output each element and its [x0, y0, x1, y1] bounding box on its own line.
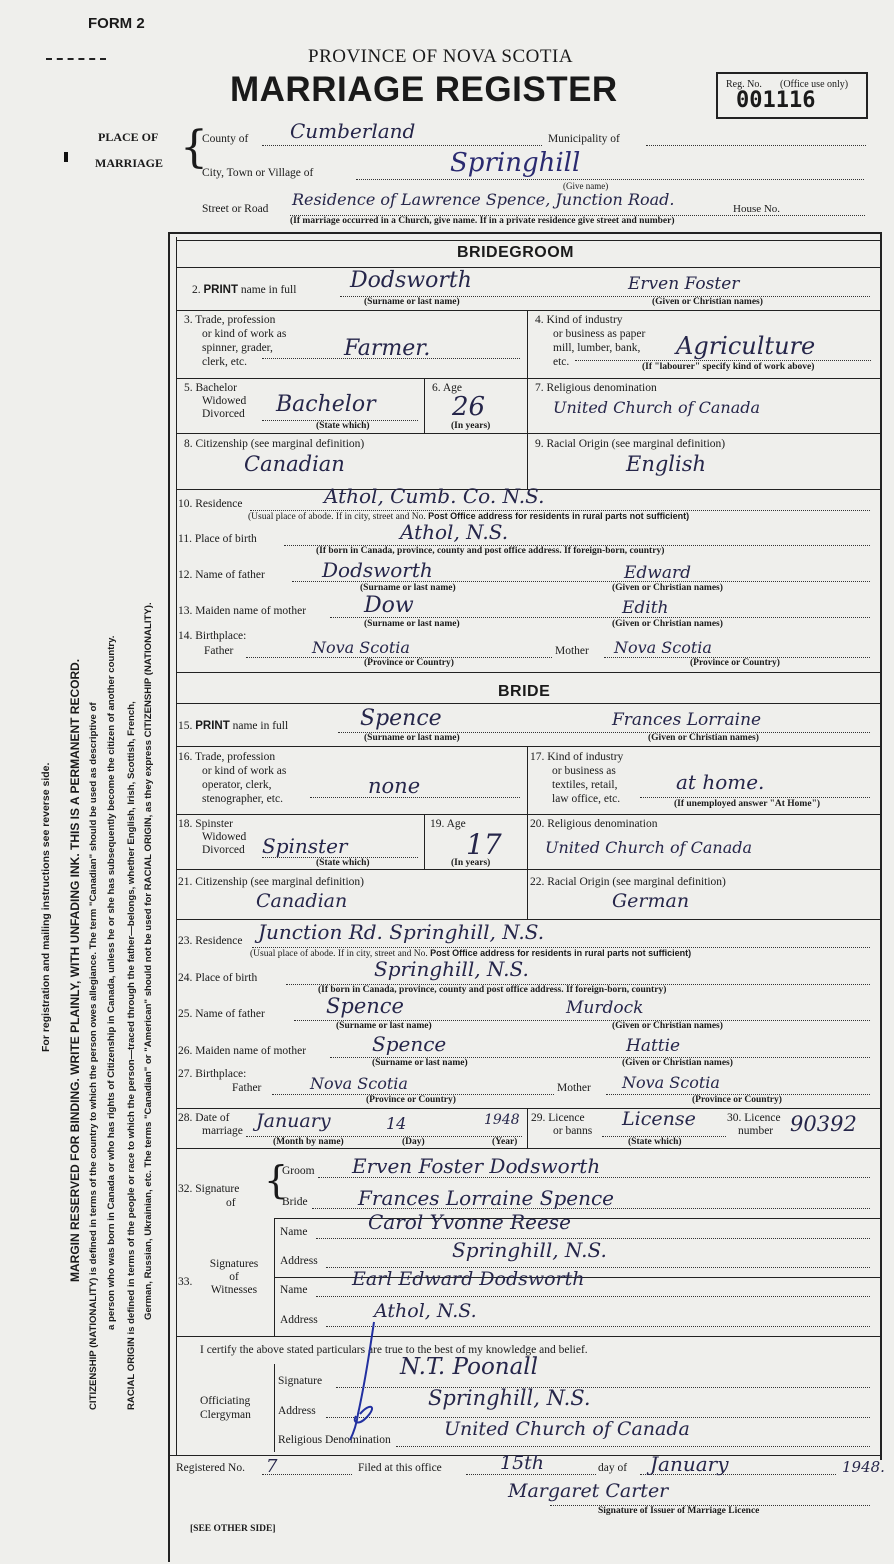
- groom-residence-note: (Usual place of abode. If in city, street and No. Post Office address for residents in rural parts not sufficient): [248, 511, 690, 522]
- reg-no-label: Reg. No.: [726, 79, 762, 90]
- pen-stroke-mark: [330, 1318, 390, 1448]
- bride-birthplace-note: (If born in Canada, province, county and post office address. If foreign-born, country): [318, 985, 667, 995]
- q26-label: 26. Maiden name of mother: [178, 1045, 307, 1057]
- marriage-label: MARRIAGE: [95, 156, 163, 170]
- q32-brace: {: [264, 1158, 289, 1202]
- bride-religion: United Church of Canada: [545, 838, 753, 857]
- bride-father-province-note: (Province or Country): [366, 1095, 456, 1105]
- bride-residence: Junction Rd. Springhill, N.S.: [258, 920, 545, 944]
- bride-heading: BRIDE: [498, 683, 551, 700]
- street-note: (If marriage occurred in a Church, give name. If in a private residence give street and number): [290, 216, 675, 226]
- bride-years-note: (In years): [451, 858, 491, 868]
- bride-status: Spinster: [262, 834, 348, 858]
- filed-day: 15th: [500, 1452, 545, 1474]
- groom-mother-given: Edith: [622, 598, 669, 618]
- groom-birthplace: Athol, N.S.: [400, 520, 509, 544]
- clergy-label: Officiating Clergyman: [200, 1395, 251, 1421]
- sidebar-racial-def-2: German, Russian, Ukrainian, etc. The terms "Canadian" or "American" should not be used for RACIAL ORIGIN, as they express CITIZENSHIP (NATIONALITY).: [143, 602, 154, 1320]
- witness2-address: Athol, N.S.: [374, 1300, 477, 1322]
- registered-no-label: Registered No.: [176, 1462, 245, 1474]
- groom-state-note: (State which): [316, 421, 370, 431]
- groom-status: Bachelor: [276, 392, 376, 417]
- q6-label: 6. Age: [432, 382, 463, 394]
- q24-label: 24. Place of birth: [178, 972, 258, 984]
- certification-text: I certify the above stated particulars are true to the best of my knowledge and belief.: [200, 1344, 588, 1356]
- province-heading: PROVINCE OF NOVA SCOTIA: [308, 46, 574, 67]
- groom-father-given: Edward: [624, 563, 691, 583]
- witness2-name-label: Name: [280, 1284, 308, 1296]
- q4-label: 4. Kind of industry or business as paper mill, lumber, bank, etc.: [535, 314, 646, 368]
- q5-label: 5. Bachelor Widowed Divorced: [184, 382, 247, 420]
- bride-father-birthplace: Nova Scotia: [310, 1074, 408, 1093]
- groom-trade: Farmer.: [344, 336, 431, 361]
- witness1-name-label: Name: [280, 1226, 308, 1238]
- groom-father-surname-note: (Surname or last name): [360, 583, 456, 593]
- q18-label: 18. Spinster Widowed Divorced: [178, 818, 247, 856]
- q22-label: 22. Racial Origin (see marginal definition): [530, 876, 726, 888]
- sidebar-instructions: For registration and mailing instructions see reverse side.: [40, 762, 52, 1052]
- bride-industry-note: (If unemployed answer "At Home"): [674, 799, 821, 809]
- q3-label: 3. Trade, profession or kind of work as spinner, grader, clerk, etc.: [184, 314, 287, 368]
- reg-no-value: 001116: [736, 88, 816, 113]
- witness2-address-label: Address: [280, 1314, 318, 1326]
- reg-no-box: [716, 72, 868, 119]
- q15-label: 15. PRINT name in full: [178, 720, 289, 732]
- witness1-address: Springhill, N.S.: [452, 1238, 607, 1262]
- clergy-denomination: United Church of Canada: [444, 1418, 690, 1440]
- q27-father-label: Father: [232, 1082, 262, 1094]
- bride-birthplace: Springhill, N.S.: [374, 957, 529, 981]
- q13-label: 13. Maiden name of mother: [178, 605, 307, 617]
- licence-state-note: (State which): [628, 1137, 682, 1147]
- bride-mother-province-note: (Province or Country): [692, 1095, 782, 1105]
- q11-label: 11. Place of birth: [178, 533, 257, 545]
- bride-state-note: (State which): [316, 858, 370, 868]
- filed-month: January: [650, 1452, 729, 1476]
- hole-punch-mark: [64, 152, 68, 162]
- groom-mother-surname: Dow: [364, 593, 414, 618]
- groom-residence: Athol, Cumb. Co. N.S.: [324, 484, 545, 508]
- q8-label: 8. Citizenship (see marginal definition): [184, 438, 365, 450]
- issuer-signature: Margaret Carter: [508, 1480, 669, 1502]
- clergy-signature: N.T. Poonall: [400, 1354, 539, 1380]
- q12-label: 12. Name of father: [178, 569, 265, 581]
- place-of-label: PLACE OF: [98, 130, 159, 144]
- q14-father-label: Father: [204, 645, 234, 657]
- groom-industry-note: (If "labourer" specify kind of work above): [642, 362, 815, 372]
- groom-signature: Erven Foster Dodsworth: [352, 1154, 601, 1178]
- licence-or-banns: License: [622, 1108, 696, 1130]
- groom-racial-origin: English: [626, 452, 707, 476]
- groom-father-given-note: (Given or Christian names): [612, 583, 723, 593]
- groom-sig-label: Groom: [282, 1165, 315, 1177]
- page-title: MARRIAGE REGISTER: [230, 70, 618, 109]
- groom-birthplace-note: (If born in Canada, province, county and post office address. If foreign-born, country): [316, 546, 665, 556]
- county-value: Cumberland: [290, 119, 416, 143]
- bride-residence-note: (Usual place of abode. If in city, street and No. Post Office address for residents in rural parts not sufficient): [250, 948, 692, 959]
- day-note: (Day): [402, 1137, 425, 1147]
- q27-label: 27. Birthplace:: [178, 1068, 247, 1080]
- groom-religion: United Church of Canada: [553, 398, 761, 417]
- bride-citizenship: Canadian: [256, 890, 348, 912]
- bride-racial-origin: German: [612, 890, 690, 912]
- q10-label: 10. Residence: [178, 498, 243, 510]
- marriage-day: 14: [386, 1114, 407, 1133]
- month-note: (Month by name): [273, 1137, 344, 1147]
- sidebar-racial-def-1: RACIAL ORIGIN is defined in terms of the people or race to which the person—traced through the father—belongs, whether English, Irish, Scottish, French,: [126, 701, 137, 1410]
- bride-trade: none: [368, 774, 421, 798]
- marriage-year: 1948: [484, 1112, 520, 1128]
- bride-surname-note: (Surname or last name): [364, 733, 460, 743]
- form-number: FORM 2: [88, 15, 145, 32]
- bride-mother-given: Hattie: [626, 1036, 681, 1056]
- year-note: (Year): [492, 1137, 518, 1147]
- sidebar-citizenship-def-2: a person who was born in Canada or who has rights of Citizenship in Canada, unless he or she has subsequently become the citizen of another country.: [106, 635, 117, 1330]
- groom-given-note: (Given or Christian names): [652, 297, 763, 307]
- see-other-side: [SEE OTHER SIDE]: [190, 1524, 276, 1534]
- q16-label: 16. Trade, profession or kind of work as operator, clerk, stenographer, etc.: [178, 751, 287, 805]
- bride-mother-given-note: (Given or Christian names): [622, 1058, 733, 1068]
- licence-number: 90392: [790, 1112, 857, 1136]
- q17-label: 17. Kind of industry or business as textiles, retail, law office, etc.: [530, 751, 624, 805]
- witness1-address-label: Address: [280, 1255, 318, 1267]
- groom-father-birthplace: Nova Scotia: [312, 638, 410, 657]
- q9-label: 9. Racial Origin (see marginal definition): [535, 438, 726, 450]
- q29-label: 29. Licence or banns: [531, 1112, 593, 1137]
- bride-father-given-note: (Given or Christian names): [612, 1021, 723, 1031]
- q2-label: 2. PRINT name in full: [192, 284, 297, 296]
- groom-citizenship: Canadian: [244, 452, 345, 476]
- office-use-label: (Office use only): [780, 79, 849, 90]
- county-label: County of: [202, 133, 249, 145]
- sidebar-binding-notice: MARGIN RESERVED FOR BINDING. WRITE PLAINLY, WITH UNFADING INK. THIS IS A PERMANENT RECORD.: [68, 658, 82, 1282]
- groom-surname-note: (Surname or last name): [364, 297, 460, 307]
- q33-label: Signatures of Witnesses: [209, 1258, 259, 1296]
- clergy-denomination-label: Religious Denomination: [278, 1434, 391, 1446]
- groom-mother-surname-note: (Surname or last name): [364, 619, 460, 629]
- witness2-name: Earl Edward Dodsworth: [352, 1268, 585, 1290]
- q19-label: 19. Age: [430, 818, 466, 830]
- bride-signature: Frances Lorraine Spence: [358, 1186, 614, 1210]
- municipality-label: Municipality of: [548, 133, 620, 145]
- street-label: Street or Road: [202, 203, 269, 215]
- q14-mother-label: Mother: [555, 645, 589, 657]
- q33-num: 33.: [178, 1276, 193, 1288]
- bride-father-given: Murdock: [566, 998, 644, 1018]
- bride-age: 17: [466, 828, 502, 861]
- registered-no: 7: [266, 1456, 278, 1477]
- give-name-note: (Give name): [563, 181, 609, 191]
- q27-mother-label: Mother: [557, 1082, 591, 1094]
- groom-mother-given-note: (Given or Christian names): [612, 619, 723, 629]
- witness1-name: Carol Yvonne Reese: [368, 1210, 571, 1234]
- sidebar-citizenship-def-1: CITIZENSHIP (NATIONALITY) is defined in terms of the country to which the person owes allegiance. The term "Canadian" should be used as descriptive of: [88, 702, 99, 1410]
- bride-given-names: Frances Lorraine: [612, 710, 762, 730]
- clergy-signature-label: Signature: [278, 1375, 323, 1387]
- groom-years-note: (In years): [451, 421, 491, 431]
- city-label: City, Town or Village of: [202, 167, 314, 179]
- q28-label: 28. Date of marriage: [178, 1112, 243, 1137]
- q32-label: 32. Signature of: [178, 1183, 240, 1209]
- groom-given-names: Erven Foster: [628, 274, 740, 294]
- filed-year: 1948.: [842, 1458, 885, 1476]
- filed-label: Filed at this office: [358, 1462, 442, 1474]
- groom-mother-province-note: (Province or Country): [690, 658, 780, 668]
- groom-age: 26: [452, 392, 486, 422]
- groom-father-surname: Dodsworth: [322, 558, 433, 582]
- binding-mark: [46, 58, 106, 60]
- q23-label: 23. Residence: [178, 935, 243, 947]
- groom-surname: Dodsworth: [350, 268, 472, 293]
- bride-given-note: (Given or Christian names): [648, 733, 759, 743]
- street-value: Residence of Lawrence Spence, Junction Road.: [292, 190, 675, 209]
- issuer-label: Signature of Issuer of Marriage Licence: [598, 1506, 760, 1516]
- bride-surname: Spence: [360, 706, 442, 731]
- q7-label: 7. Religious denomination: [535, 382, 657, 394]
- groom-father-province-note: (Province or Country): [364, 658, 454, 668]
- bride-mother-birthplace: Nova Scotia: [622, 1073, 720, 1092]
- q20-label: 20. Religious denomination: [530, 818, 658, 830]
- marriage-month: January: [256, 1110, 331, 1132]
- groom-mother-birthplace: Nova Scotia: [614, 638, 712, 657]
- q21-label: 21. Citizenship (see marginal definition): [178, 876, 364, 888]
- city-value: Springhill: [450, 148, 581, 178]
- clergy-address: Springhill, N.S.: [428, 1386, 591, 1410]
- q25-label: 25. Name of father: [178, 1008, 265, 1020]
- bridegroom-heading: BRIDEGROOM: [457, 244, 574, 261]
- groom-industry: Agriculture: [676, 332, 816, 360]
- bride-mother-surname-note: (Surname or last name): [372, 1058, 468, 1068]
- bride-sig-label: Bride: [282, 1196, 308, 1208]
- place-brace: {: [180, 122, 208, 173]
- house-no-label: House No.: [733, 203, 781, 215]
- clergy-address-label: Address: [278, 1405, 316, 1417]
- bride-industry: at home.: [676, 770, 765, 794]
- day-of-label: day of: [598, 1462, 628, 1474]
- bride-father-surname-note: (Surname or last name): [336, 1021, 432, 1031]
- q14-label: 14. Birthplace:: [178, 630, 247, 642]
- bride-father-surname: Spence: [326, 994, 404, 1018]
- bride-mother-surname: Spence: [372, 1032, 447, 1056]
- q30-label: 30. Licence number: [727, 1112, 781, 1137]
